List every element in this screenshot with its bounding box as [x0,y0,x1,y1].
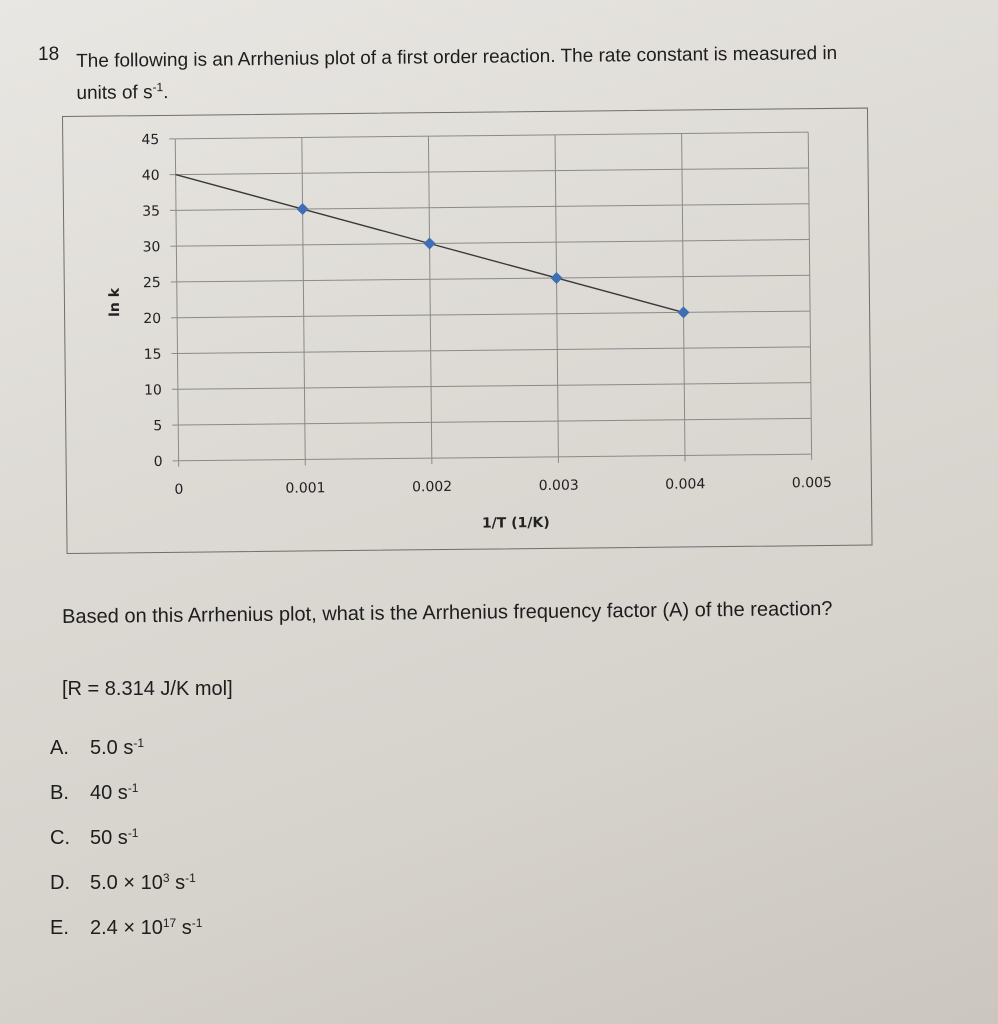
y-tick-label: 20 [143,310,162,328]
y-gridline [176,204,809,211]
question-prompt: Based on this Arrhenius plot, what is the Arrhenius frequency factor (A) of the reaction? [62,597,833,628]
y-gridline [178,418,811,425]
y-gridline [177,311,810,318]
y-axis-title: ln k [106,287,124,318]
x-gridline [302,137,305,459]
data-point [677,306,689,318]
x-gridline [555,135,558,457]
arrhenius-chart [62,108,873,554]
x-tick-label: 0.003 [538,477,579,495]
x-tick-label: 0.004 [665,476,706,493]
y-gridline [178,383,811,390]
x-tick-label: 0.001 [285,480,326,497]
y-gridline [177,275,810,282]
choice-e[interactable]: E. $2.4 \times 10^{17}$ $s^{-1}$ [50,916,203,939]
data-point [423,237,435,249]
y-tick-label: 5 [153,418,163,435]
x-gridline [682,134,685,456]
x-gridline [175,139,178,461]
question-number: 18 [38,44,60,65]
given-constant: [R = 8.314 J/K mol] [62,678,233,700]
x-gridline [808,132,811,454]
y-tick-label: 10 [143,382,162,399]
y-gridline [175,132,808,139]
y-gridline [177,347,810,354]
choice-b[interactable]: B. 40 $s^{-1}$ [50,781,139,804]
x-tick-label: 0.002 [411,478,453,496]
data-point [550,272,562,284]
y-tick-label: 25 [142,275,161,292]
stem-line-1: The following is an Arrhenius plot of a first order reaction. The rate constant is measured in [76,43,838,72]
x-gridline [428,136,431,458]
x-tick-label: 0.005 [791,474,833,492]
y-gridline [176,168,809,175]
choice-c[interactable]: C. 50 $s^{-1}$ [50,826,139,849]
choice-a[interactable]: A. 5.0 $s^{-1}$ [50,736,145,759]
data-point [297,203,309,215]
x-tick-label: 0 [174,481,184,498]
y-tick-label: 40 [141,167,160,184]
question-stem [76,39,977,107]
y-tick-label: 35 [142,203,161,220]
chart-svg [63,109,872,553]
x-axis-title: 1/T (1/K) [481,514,550,532]
y-gridline [179,454,812,461]
y-gridline [176,240,809,247]
y-tick-label: 15 [143,346,162,363]
y-tick-label: 30 [142,239,161,256]
y-tick-label: 0 [153,453,163,471]
stem-line-2: units of $s^{-1}$. [76,80,169,104]
y-tick-label: 45 [141,131,160,149]
choice-d[interactable]: D. $5.0 \times 10^3$ $s^{-1}$ [50,871,196,894]
